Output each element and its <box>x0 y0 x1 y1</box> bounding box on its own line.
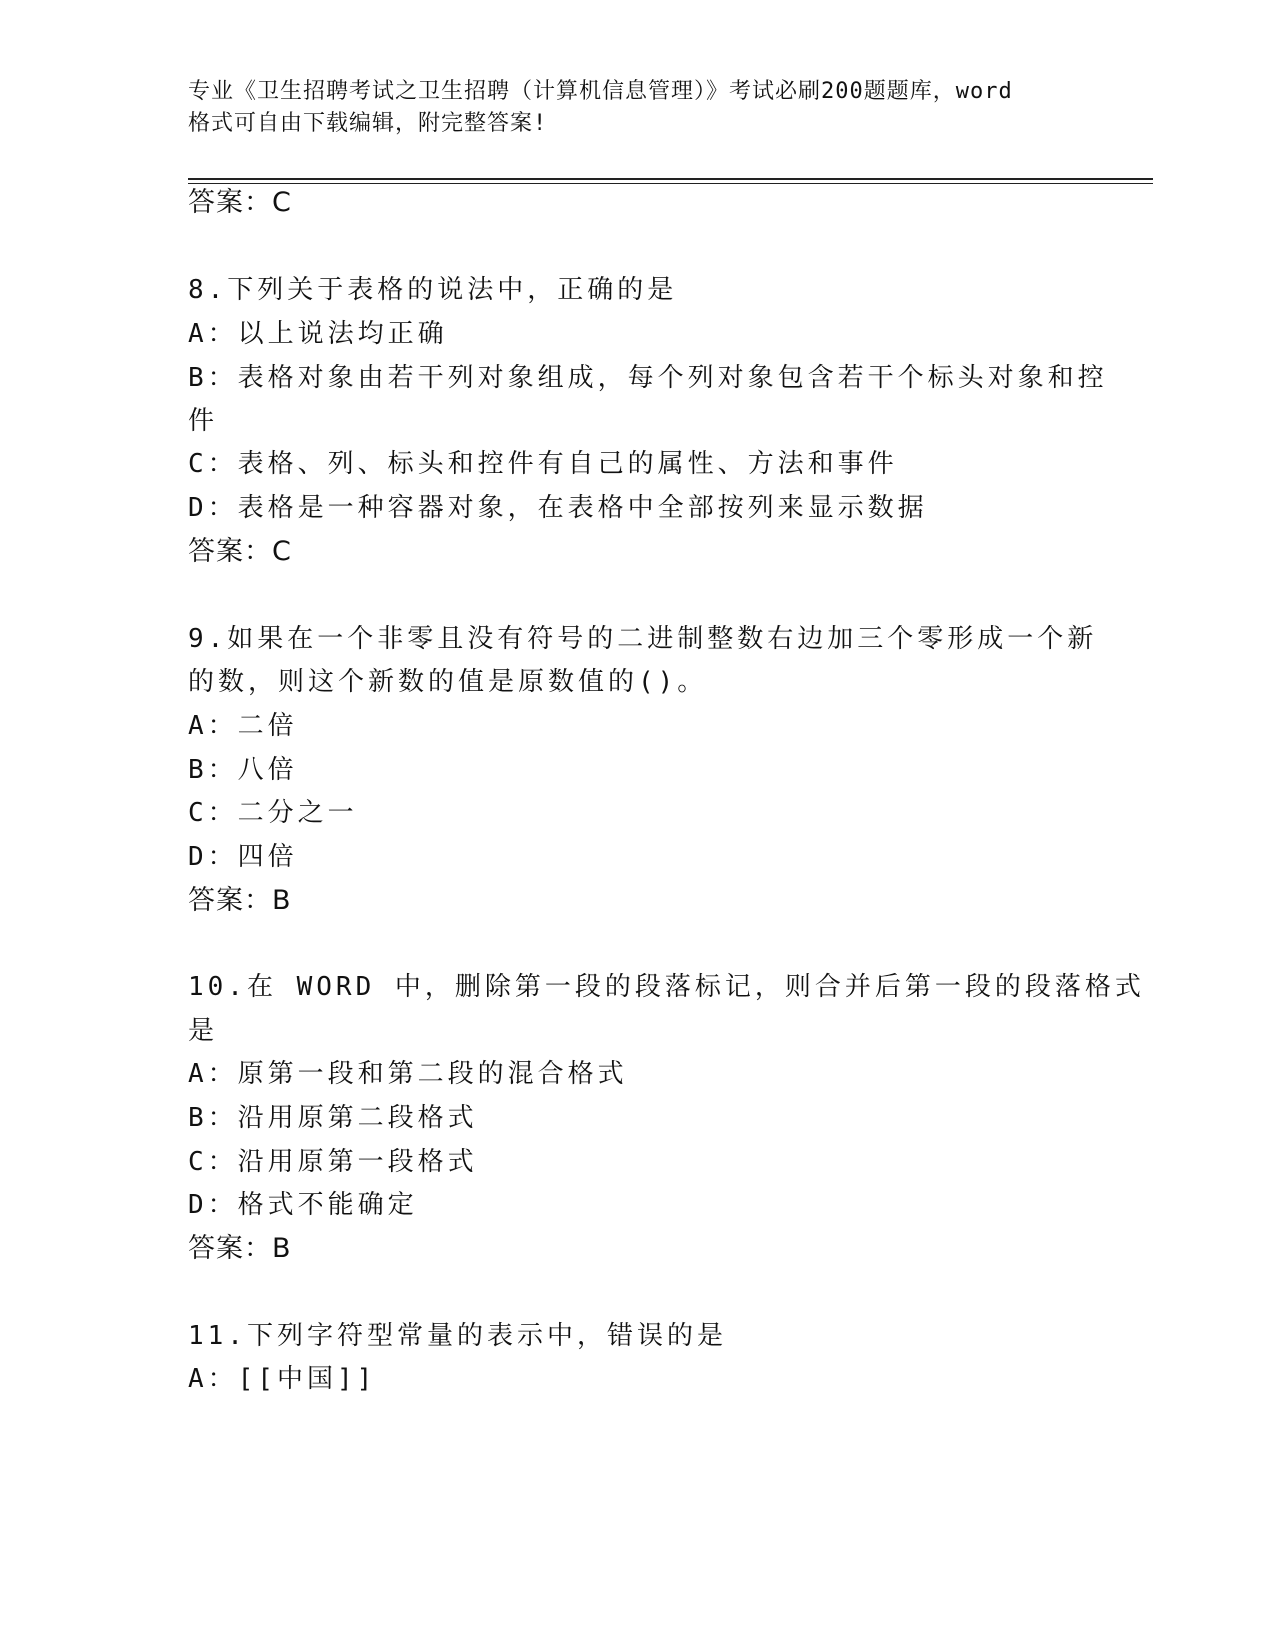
question-11-stem: 11.下列字符型常量的表示中，错误的是 <box>188 1321 727 1351</box>
question-8-option-b: B：表格对象由若干列对象组成，每个列对象包含若干个标头对象和控 <box>188 363 1108 393</box>
question-9-option-a: A：二倍 <box>188 711 298 741</box>
question-10-option-c: C：沿用原第一段格式 <box>188 1147 478 1177</box>
document-header <box>188 76 1088 140</box>
question-10-stem: 10.在 WORD 中，删除第一段的段落标记，则合并后第一段的段落格式 <box>188 972 1145 1002</box>
question-9-stem-cont: 的数，则这个新数的值是原数值的()。 <box>188 667 708 697</box>
question-8-stem: 8.下列关于表格的说法中，正确的是 <box>188 275 678 305</box>
answer-q9: 答案：B <box>188 885 292 916</box>
answer-q7: 答案：C <box>188 187 292 218</box>
question-8-option-c: C：表格、列、标头和控件有自己的属性、方法和事件 <box>188 449 898 479</box>
question-10-stem-cont: 是 <box>188 1016 219 1046</box>
question-11-option-a: A：[[中国]] <box>188 1364 377 1394</box>
question-10-option-b: B：沿用原第二段格式 <box>188 1103 478 1133</box>
header-line-2: 格式可自由下载编辑，附完整答案! <box>188 111 548 136</box>
question-8-option-a: A：以上说法均正确 <box>188 319 448 349</box>
question-8-option-d: D：表格是一种容器对象，在表格中全部按列来显示数据 <box>188 493 928 523</box>
header-line-1: 专业《卫生招聘考试之卫生招聘（计算机信息管理）》考试必刷200题题库，word <box>188 79 1013 104</box>
question-10-option-a: A：原第一段和第二段的混合格式 <box>188 1059 628 1089</box>
question-8-option-b-cont: 件 <box>188 406 219 436</box>
header-divider-bottom <box>188 183 1153 184</box>
answer-q8: 答案：C <box>188 536 292 567</box>
answer-q10: 答案：B <box>188 1233 292 1264</box>
question-9-option-c: C：二分之一 <box>188 798 358 828</box>
question-9-option-b: B：八倍 <box>188 755 298 785</box>
question-9-option-d: D：四倍 <box>188 842 298 872</box>
question-9-stem: 9.如果在一个非零且没有符号的二进制整数右边加三个零形成一个新 <box>188 624 1098 654</box>
question-10-option-d: D：格式不能确定 <box>188 1190 418 1220</box>
header-divider-top <box>188 178 1153 180</box>
